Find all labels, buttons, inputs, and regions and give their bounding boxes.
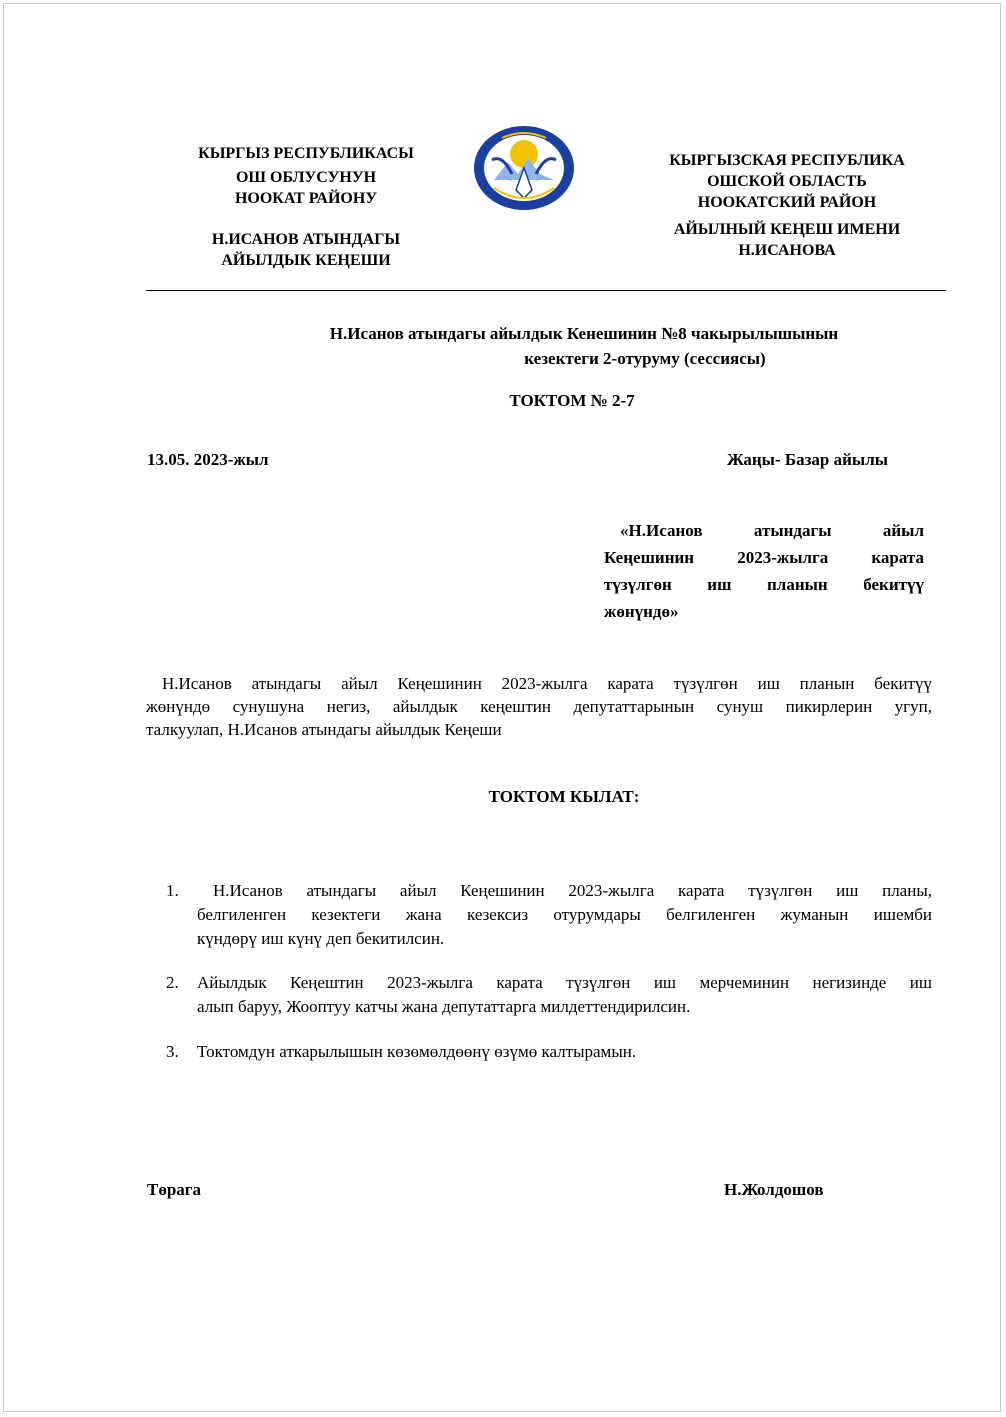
header-right-line4: АЙЫЛНЫЙ КЕҢЕШ ИМЕНИ [673, 221, 901, 238]
resolution-number: ТОКТОМ № 2-7 [509, 391, 635, 410]
item-line: Айылдык Кеңештин 2023-жылга карата түзүлгөн иш мерчеминин негизинде иш [197, 973, 932, 992]
item-number: 3. [166, 1042, 179, 1061]
subject-line4: жөнүндө» [604, 602, 679, 621]
signature-role: Төрага [147, 1180, 202, 1199]
header-left-line4: Н.ИСАНОВ АТЫНДАГЫ [211, 231, 401, 248]
signature-name: Н.Жолдошов [724, 1180, 824, 1199]
header-right-line1: КЫРГЫЗСКАЯ РЕСПУБЛИКА [669, 152, 905, 169]
header-left-line1: КЫРГЫЗ РЕСПУБЛИКАСЫ [198, 145, 414, 162]
state-emblem-icon [472, 124, 576, 212]
header-left-line3: НООКАТ РАЙОНУ [234, 190, 378, 207]
header-divider [146, 290, 946, 291]
header-right-line2: ОШСКОЙ ОБЛАСТЬ [707, 173, 867, 190]
header-left-line2: ОШ ОБЛУСУНУН [235, 169, 377, 186]
item-number: 1. [166, 881, 179, 900]
preamble-line1: Н.Исанов атындагы айыл Кеңешинин 2023-жылга карата түзүлгөн иш планын бекитүү [162, 674, 932, 693]
subject-line2: Кеңешинин 2023-жылга карата [604, 548, 924, 567]
header-left [176, 143, 436, 271]
item-number: 2. [166, 973, 179, 992]
resolution-subject [604, 517, 924, 625]
document-date: 13.05. 2023-жыл [147, 450, 269, 469]
resolve-heading: ТОКТОМ КЫЛАТ: [488, 787, 640, 806]
subject-line3: түзүлгөн иш планын бекитүү [604, 575, 924, 594]
preamble-line3: талкуулап, Н.Исанов атындагы айылдык Кеңеши [146, 720, 502, 739]
header-left-line5: АЙЫЛДЫК КЕҢЕШИ [221, 252, 391, 269]
session-title-line2: кезектеги 2-отуруму (сессиясы) [524, 349, 766, 368]
header-right [642, 150, 932, 261]
header-right-line3: НООКАТСКИЙ РАЙОН [697, 194, 877, 211]
document-place: Жаңы- Базар айылы [727, 450, 889, 469]
item-line: күндөрү иш күнү деп бекитилсин. [197, 929, 445, 948]
preamble [146, 672, 932, 741]
subject-line1: «Н.Исанов атындагы айыл [620, 521, 924, 540]
item-line: Н.Исанов атындагы айыл Кеңешинин 2023-жылга карата түзүлгөн иш планы, [213, 881, 932, 900]
session-title-line1: Н.Исанов атындагы айылдык Кенешинин №8 чакырылышынын [329, 324, 839, 343]
item-line: алып баруу, Жооптуу катчы жана депутаттарга милдеттендирилсин. [197, 997, 691, 1016]
item-line: Токтомдун аткарылышын көзөмөлдөөнү өзүмө калтырамын. [197, 1042, 637, 1061]
session-title [146, 321, 1006, 371]
header-right-line5: Н.ИСАНОВА [738, 242, 836, 259]
preamble-line2: жөнүндө сунушуна негиз, айылдык кеңештин депутаттарынын сунуш пикирлерин угуп, [146, 697, 932, 716]
item-line: белгиленген кезектеги жана кезексиз отурумдары белгиленген жуманын ишемби [197, 905, 932, 924]
